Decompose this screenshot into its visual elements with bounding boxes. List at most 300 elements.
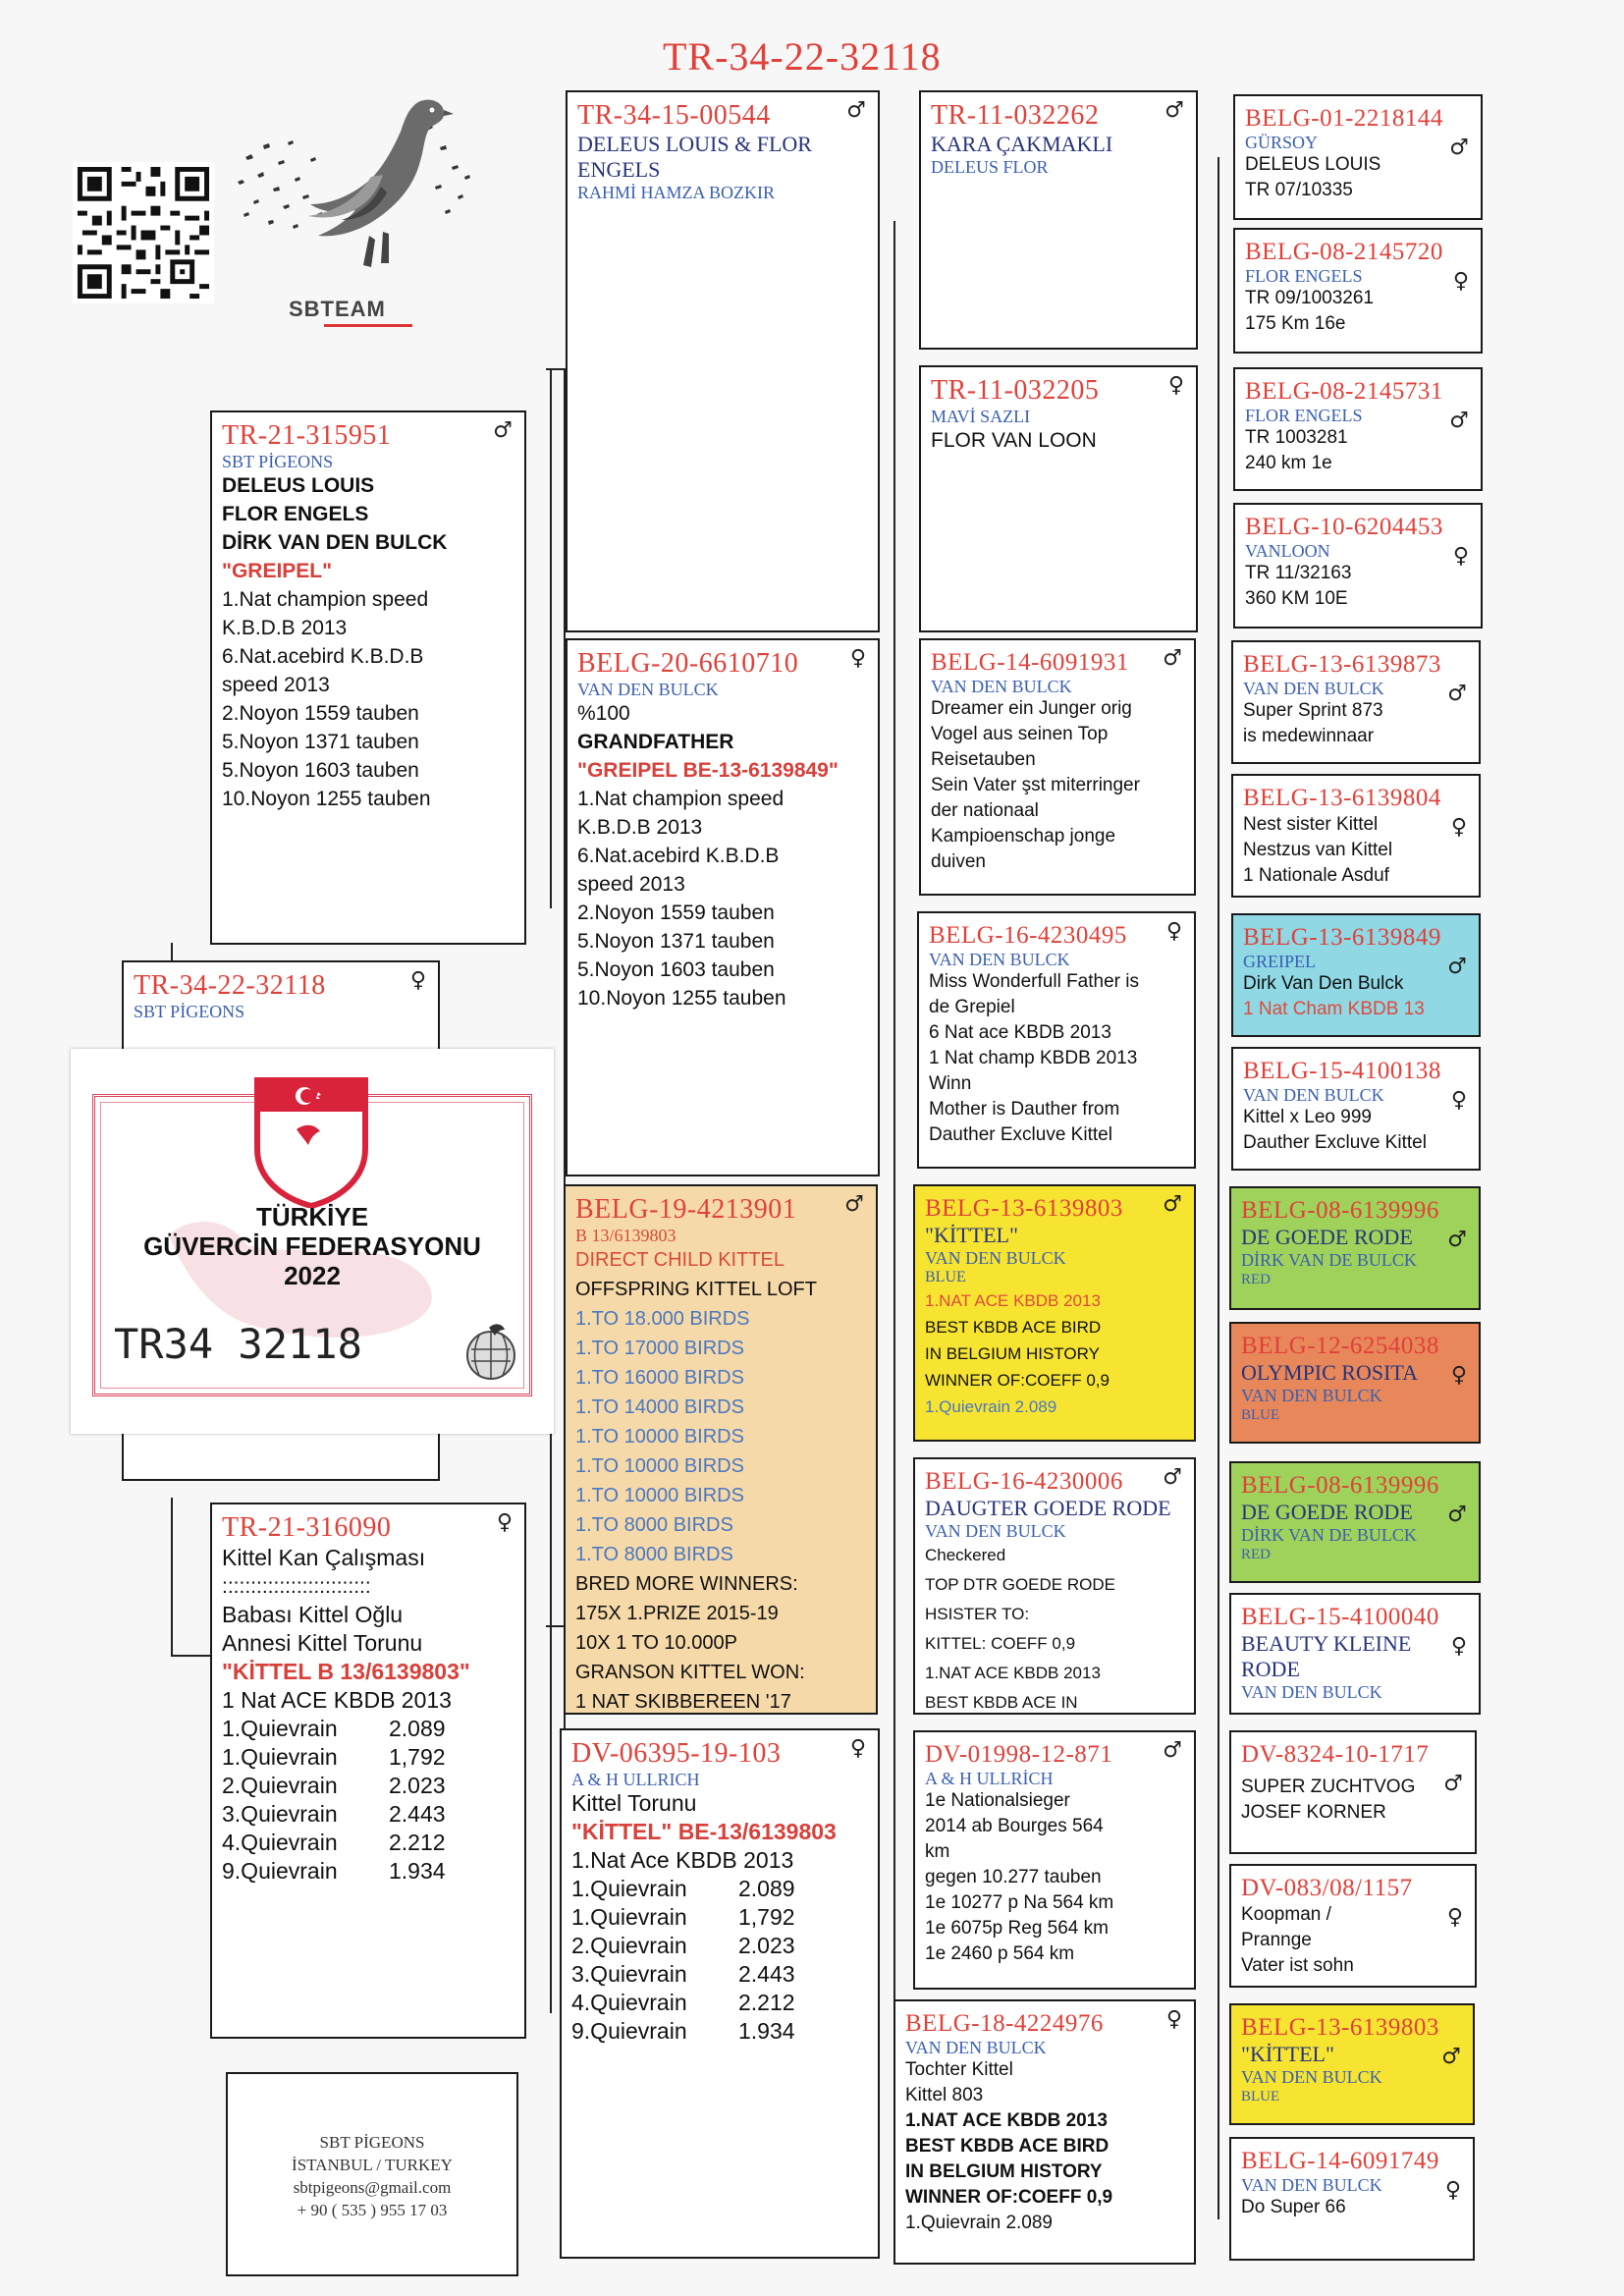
sticker-ring: TR34 32118 [114,1320,362,1368]
male-icon: ♂ [493,418,513,443]
info-line: TR 1003281 [1245,427,1348,448]
breeder: RAHMİ HAMZA BOZKIR [577,183,776,202]
great-grandparent-card [917,911,1196,1169]
result-row [222,1857,514,1886]
pigeon-icon [224,88,489,300]
ring-number: BELG-14-6091749 [1241,2148,1439,2174]
info-line: 2014 ab Bourges 564 [925,1816,1104,1836]
info-line: HSISTER TO: [925,1605,1030,1623]
breeder: GÜRSOY [1245,133,1319,152]
info-line: Prannge [1241,1930,1312,1950]
gg-grandparent-card [1233,228,1483,354]
ring-number: BELG-08-6139996 [1241,1197,1439,1224]
breeder: VAN DEN BULCK [925,1248,1066,1268]
great-grandparent-card [919,365,1198,632]
info-line: TOP DTR GOEDE RODE [925,1575,1115,1594]
result-row [571,1932,868,1960]
info-line: TR 11/32163 [1245,563,1352,583]
female-icon: ♀ [1450,1634,1467,1659]
connector [171,1655,210,1657]
info-line: BRED MORE WINNERS: [575,1573,798,1595]
male-icon: ♂ [1447,1503,1467,1527]
great-grandparent-card [913,1730,1196,1990]
female-icon: ♀ [1165,2007,1182,2032]
info-line: DELEUS LOUIS [222,474,375,497]
info-line: 1.TO 14000 BIRDS [575,1396,744,1418]
ring-number: BELG-19-4213901 [575,1194,797,1225]
info-line: 6.Nat.acebird K.B.D.B [577,845,780,867]
info-line: 1e 6075p Reg 564 km [925,1918,1109,1939]
great-grandparent-card [913,1457,1196,1715]
result-place: 3.Quievrain [571,1961,687,1987]
color-label: BLUE [1241,2089,1280,2105]
contact-name: SBT PİGEONS [319,2133,425,2152]
male-icon: ♂ [1449,136,1469,160]
info-line: TR 07/10335 [1245,180,1353,200]
connector [546,1625,566,1627]
female-icon: ♀ [1452,544,1469,569]
info-line: 1.TO 17000 BIRDS [575,1338,744,1359]
ring-number: TR-21-316090 [222,1512,392,1543]
connector [171,1498,173,1655]
pigeon-name: DE GOEDE RODE [1241,1225,1413,1249]
female-icon: ♀ [1450,1088,1467,1113]
info-line: WINNER OF:COEFF 0,9 [905,2187,1113,2208]
result-place: 3.Quievrain [222,1801,338,1827]
color-label: BLUE [1241,1407,1280,1423]
pigeon-name: KARA ÇAKMAKLI [931,132,1113,156]
result-value: 1,792 [738,1904,795,1930]
ring-number: BELG-08-6139996 [1241,1472,1439,1499]
male-icon: ♂ [844,1192,864,1217]
result-value: 2.443 [738,1961,795,1987]
dam-card [210,1503,526,2039]
info-line: 10.Noyon 1255 tauben [577,987,786,1010]
pigeon-name: DELEUS LOUIS & FLOR ENGELS [577,132,812,182]
info-line: Winn [929,1073,972,1094]
info-line: BEST KBDB ACE BIRD [925,1318,1102,1337]
ring-number: DV-01998-12-871 [925,1741,1113,1768]
breeder: VAN DEN BULCK [929,950,1070,969]
info-line: 1e 2460 p 564 km [925,1943,1075,1964]
info-line: Do Super 66 [1241,2197,1346,2217]
ring-number: BELG-16-4230006 [925,1468,1123,1495]
breeder: VAN DEN BULCK [905,2038,1047,2057]
connector [893,221,895,2136]
result-row [571,1960,868,1989]
great-grandparent-card [919,90,1198,350]
pigeon-name: BEAUTY KLEINE RODE [1241,1631,1412,1681]
info-line: 5.Noyon 1603 tauben [577,958,775,981]
male-icon: ♂ [1163,1192,1182,1217]
ring-number: BELG-01-2218144 [1245,105,1443,132]
contact-email[interactable]: sbtpigeons@gmail.com [293,2178,452,2197]
info-line: 1.TO 8000 BIRDS [575,1544,733,1565]
connector [1218,157,1219,2219]
info-line: BEST KBDB ACE BIRD [905,2136,1110,2157]
breeder: FLOR ENGELS [1245,266,1363,286]
info-line: JOSEF KORNER [1241,1802,1386,1823]
info-line: Dreamer ein Junger orig [931,698,1132,719]
info-line: Miss Wonderfull Father is [929,971,1139,992]
result-value: 1.934 [389,1858,446,1884]
info-line: Koopman / [1241,1904,1331,1925]
info-line: 360 KM 10E [1245,588,1348,609]
info-line: 1.Quievrain 2.089 [925,1397,1057,1416]
male-icon: ♂ [1163,1738,1182,1763]
great-grandparent-card [919,638,1196,896]
breeder: VAN DEN BULCK [925,1521,1066,1541]
breeder: DELEUS FLOR [931,157,1049,177]
info-line: 1.TO 8000 BIRDS [575,1514,733,1536]
breeder: GREIPEL [1243,952,1316,971]
result-place: 4.Quievrain [222,1830,338,1855]
result-row [571,1903,868,1932]
breeder: VAN DEN BULCK [1241,1386,1382,1405]
breeder: B 13/6139803 [575,1226,677,1245]
result-place: 9.Quievrain [222,1858,338,1884]
info-line: Vogel aus seinen Top [931,724,1109,744]
info-line: IN BELGIUM HISTORY [905,2161,1103,2182]
contact-box [226,2072,518,2276]
ring-number: BELG-13-6139803 [925,1195,1123,1222]
ring-number: TR-34-15-00544 [577,100,771,131]
info-line: 1 NAT SKIBBEREEN '17 [575,1691,791,1713]
info-line: 1.Nat champion speed [222,588,429,611]
result-row [222,1772,514,1800]
result-row [571,2017,868,2046]
breeder: VAN DEN BULCK [931,677,1072,696]
ring-number: TR-21-315951 [222,420,392,451]
info-line: Mother is Dauther from [929,1099,1120,1120]
info-line: 1.TO 16000 BIRDS [575,1367,744,1389]
info-line: Kampioenschap jonge [931,826,1116,847]
breeder: DİRK VAN DE BULCK [1241,1525,1417,1545]
gg-grandparent-card [1229,1461,1481,1583]
ring-number: BELG-08-2145720 [1245,239,1443,265]
info-line: TR 09/1003261 [1245,288,1374,308]
female-icon: ♀ [409,968,426,993]
info-line: IN BELGIUM HISTORY [925,1344,1100,1363]
info-line: 6.Nat.acebird K.B.D.B [222,645,424,668]
result-value: 2.089 [738,1876,795,1901]
pigeon-name: "KİTTEL" [925,1223,1018,1247]
breeder: DİRK VAN DE BULCK [1241,1250,1417,1270]
breeder: VANLOON [1245,541,1330,561]
result-place: 1.Quievrain [571,1904,687,1930]
info-line: 10.Noyon 1255 tauben [222,788,431,810]
male-icon: ♂ [1443,1772,1463,1796]
male-icon: ♂ [1447,1228,1467,1252]
breeder: VAN DEN BULCK [1241,1682,1382,1702]
info-line: Tochter Kittel [905,2059,1013,2080]
result-place: 4.Quievrain [571,1990,687,2015]
breeder: VAN DEN BULCK [577,680,719,699]
main-ring-title: TR-34-22-32118 [663,34,942,79]
info-line: Nestzus van Kittel [1243,840,1393,860]
tgf-badge: TGF [293,1163,332,1184]
info-line: K.B.D.B 2013 [222,617,348,639]
sticker-line1: TÜRKİYE [255,1202,369,1231]
male-icon: ♂ [1163,646,1182,671]
info-line: Vater ist sohn [1241,1955,1354,1976]
info-line: Checkered [925,1546,1006,1564]
breeder: SBT PİGEONS [134,1002,245,1021]
info-line: 1.NAT ACE KBDB 2013 [925,1664,1101,1682]
great-grandparent-card [913,1184,1196,1442]
breeder: SBT PİGEONS [222,452,334,471]
connector [546,368,566,370]
gg-grandparent-card [1229,1864,1477,1988]
breeder: FLOR ENGELS [1245,406,1363,425]
info-line: 1e Nationalsieger [925,1790,1070,1811]
info-line: K.B.D.B 2013 [577,816,703,839]
pigeon-name: "KİTTEL" [1241,2042,1334,2066]
info-line: speed 2013 [222,674,330,696]
info-line: :::::::::::::::::::::::::: [222,1575,371,1598]
result-value: 1,792 [389,1744,446,1770]
female-icon: ♀ [1165,919,1182,944]
info-line: 2.Noyon 1559 tauben [222,702,419,725]
info-line: 1 Nationale Asduf [1243,865,1389,886]
ring-number: BELG-13-6139804 [1243,785,1441,811]
info-line: de Grepiel [929,997,1015,1017]
info-line: Babası Kittel Oğlu [222,1602,404,1627]
result-value: 2.023 [738,1933,795,1958]
info-line: Dirk Van Den Bulck [1243,973,1404,994]
result-place: 9.Quievrain [571,2018,687,2044]
logo-text: SBTEAM [289,297,386,321]
male-icon: ♂ [846,98,866,123]
info-line: 175 Km 16e [1245,313,1346,334]
info-line: 2.Noyon 1559 tauben [577,902,775,924]
result-value: 2.443 [389,1801,446,1827]
result-value: 1.934 [738,2018,795,2044]
grandparent-card [566,638,880,1176]
tgf-shield-icon [247,1070,375,1208]
sticker-line3: 2022 [284,1261,341,1290]
result-place: 2.Quievrain [222,1773,338,1798]
gg-grandparent-card [1231,913,1481,1037]
breeder: VAN DEN BULCK [1241,2175,1382,2195]
grandparent-card [560,1728,880,2259]
breeder: MAVİ SAZLI [931,407,1031,426]
male-icon: ♂ [1163,1465,1182,1490]
pigeon-name: OLYMPIC ROSITA [1241,1360,1418,1385]
breeder: VAN DEN BULCK [1243,1085,1384,1105]
result-value: 2.089 [389,1716,446,1741]
male-icon: ♂ [1447,955,1467,979]
info-line: 240 km 1e [1245,453,1332,473]
result-place: 1.Quievrain [571,1876,687,1901]
ring-number: BELG-13-6139849 [1243,924,1441,951]
gg-grandparent-card [1233,94,1483,220]
result-row [222,1743,514,1772]
info-line: "KİTTEL B 13/6139803" [222,1659,470,1684]
info-line: speed 2013 [577,873,685,896]
female-icon: ♀ [1450,1363,1467,1388]
info-line: gegen 10.277 tauben [925,1867,1102,1887]
ring-number: DV-8324-10-1717 [1241,1741,1430,1768]
grandparent-card [566,90,880,632]
grandparent-card [564,1184,878,1715]
ring-number: BELG-08-2145731 [1245,378,1443,405]
info-line: FLOR ENGELS [222,503,369,525]
female-icon: ♀ [1444,2178,1461,2203]
result-place: 1.Quievrain [222,1716,338,1741]
female-icon: ♀ [1446,1905,1463,1930]
gg-grandparent-card [1229,1593,1481,1715]
info-line: 1.NAT ACE KBDB 2013 [905,2110,1108,2131]
info-line: 1 Nat ACE KBDB 2013 [222,1687,452,1713]
ring-number: BELG-16-4230495 [929,922,1127,949]
info-line: 5.Noyon 1603 tauben [222,759,419,782]
info-line: KITTEL: COEFF 0,9 [925,1634,1076,1653]
gg-grandparent-card [1229,1730,1477,1854]
ring-number: BELG-13-6139873 [1243,651,1441,678]
male-icon: ♂ [1449,409,1469,433]
pigeon-name: DAUGTER GOEDE RODE [925,1496,1171,1520]
sticker-line2: GÜVERCİN FEDERASYONU [143,1231,481,1261]
info-line: BEST KBDB ACE IN [925,1693,1078,1712]
contact-phone[interactable]: + 90 ( 535 ) 955 17 03 [297,2201,448,2219]
info-line: 5.Noyon 1371 tauben [222,731,419,753]
breeder: VAN DEN BULCK [1243,679,1384,698]
info-line: duiven [931,851,986,872]
female-icon: ♀ [1167,373,1184,398]
male-icon: ♂ [1447,682,1467,706]
info-line: Kittel Torunu [571,1790,697,1816]
info-line: DIRECT CHILD KITTEL [575,1249,785,1271]
female-icon: ♀ [849,646,866,671]
male-icon: ♂ [1164,98,1184,123]
breeder: A & H ULLRICH [571,1770,700,1789]
gg-grandparent-card [1229,2003,1475,2125]
breeder: VAN DEN BULCK [1241,2067,1382,2087]
connector [550,368,552,908]
ring-number: TR-11-032205 [931,375,1100,406]
ring-number: TR-34-22-32118 [134,970,326,1001]
info-line: Nest sister Kittel [1243,814,1379,835]
info-line: FLOR VAN LOON [931,429,1097,452]
female-icon: ♀ [1450,815,1467,840]
info-line: Sein Vater şst miterringer [931,775,1140,795]
info-line: is medewinnaar [1243,726,1375,746]
info-line: Kittel Kan Çalışması [222,1545,426,1570]
info-line: WINNER OF:COEFF 0,9 [925,1371,1110,1390]
federation-sticker [71,1049,554,1434]
gg-grandparent-card [1229,1186,1481,1310]
contact-location: İSTANBUL / TURKEY [292,2156,453,2174]
info-line: 1 Nat champ KBDB 2013 [929,1048,1138,1068]
info-line: 175X 1.PRIZE 2015-19 [575,1603,779,1624]
ring-number: DV-083/08/1157 [1241,1875,1413,1901]
result-value: 2.212 [389,1830,446,1855]
ring-number: BELG-18-4224976 [905,2010,1104,2037]
info-line: "GREIPEL" [222,560,333,582]
color-label: RED [1241,1547,1271,1562]
result-value: 2.023 [389,1773,446,1798]
ring-number: BELG-15-4100040 [1241,1604,1439,1630]
info-line: Kittel 803 [905,2085,984,2105]
info-line: Reisetauben [931,749,1036,770]
info-line: Dauther Excluve Kittel [1243,1132,1427,1153]
female-icon: ♀ [849,1736,866,1761]
info-line: 1.Nat Ace KBDB 2013 [571,1847,794,1873]
result-row [571,1989,868,2017]
info-line: Super Sprint 873 [1243,700,1383,721]
result-value: 2.212 [738,1990,795,2015]
ring-number: BELG-10-6204453 [1245,514,1443,540]
info-line: 10X 1 TO 10.000P [575,1632,737,1654]
info-line: 1.TO 18.000 BIRDS [575,1308,750,1330]
ring-number: BELG-13-6139803 [1241,2014,1439,2041]
gg-grandparent-card [1233,367,1483,491]
info-line: "KİTTEL" BE-13/6139803 [571,1819,837,1844]
ring-number: BELG-14-6091931 [931,649,1129,676]
info-line: OFFSPRING KITTEL LOFT [575,1279,817,1300]
info-line: 6 Nat ace KBDB 2013 [929,1022,1111,1043]
info-line: %100 [577,702,630,725]
gg-grandparent-card [1229,2137,1475,2261]
result-row [571,1875,868,1903]
info-line: 1e 10277 p Na 564 km [925,1892,1114,1913]
result-row [222,1829,514,1857]
female-icon: ♀ [496,1510,513,1535]
info-line: 1.TO 10000 BIRDS [575,1426,744,1448]
info-line: DİRK VAN DEN BULCK [222,531,448,554]
gg-grandparent-card [1231,774,1481,898]
info-line: 5.Noyon 1371 tauben [577,930,775,953]
gg-grandparent-card [1229,1322,1481,1444]
female-icon: ♀ [1452,269,1469,294]
info-line: Annesi Kittel Torunu [222,1630,423,1656]
result-row [222,1800,514,1829]
great-grandparent-card [893,1999,1196,2265]
qr-code-icon [73,155,214,310]
breeder: A & H ULLRİCH [925,1769,1054,1788]
globe-pigeon-icon [456,1320,526,1383]
color-label: RED [1241,1272,1271,1287]
info-line: der nationaal [931,800,1039,821]
gg-grandparent-card [1231,640,1481,764]
info-line: "GREIPEL BE-13-6139849" [577,759,839,782]
result-row [222,1715,514,1743]
sire-card [210,410,526,945]
info-line: 1.NAT ACE KBDB 2013 [925,1291,1101,1310]
info-line: GRANDFATHER [577,731,734,753]
sbteam-logo [224,88,489,334]
info-line: 1.Quievrain 2.089 [905,2213,1053,2233]
ring-number: TR-11-032262 [931,100,1100,131]
ring-number: DV-06395-19-103 [571,1738,782,1769]
gg-grandparent-card [1233,503,1483,629]
ring-number: BELG-20-6610710 [577,648,799,679]
gg-grandparent-card [1231,1047,1481,1171]
info-line: km [925,1841,950,1862]
result-place: 2.Quievrain [571,1933,687,1958]
info-line: 1.TO 10000 BIRDS [575,1485,744,1506]
info-line: GRANSON KITTEL WON: [575,1662,805,1683]
color-label: BLUE [925,1269,966,1285]
ring-number: BELG-12-6254038 [1241,1333,1439,1359]
ring-number: BELG-15-4100138 [1243,1058,1441,1084]
result-place: 1.Quievrain [222,1744,338,1770]
info-line: Kittel x Leo 999 [1243,1107,1372,1127]
info-line: 1.Nat champion speed [577,788,785,810]
info-line: DELEUS LOUIS [1245,154,1381,175]
male-icon: ♂ [1441,2045,1461,2069]
